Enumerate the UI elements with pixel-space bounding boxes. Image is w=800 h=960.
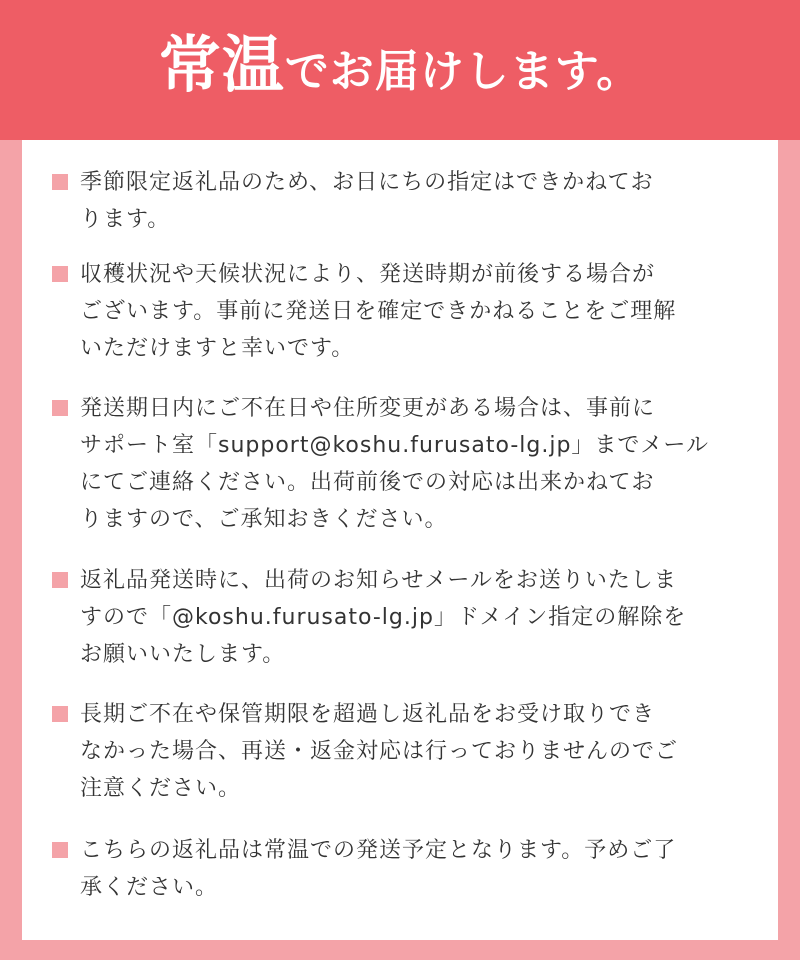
notice-line: 長期ご不在や保管期限を超過し返礼品をお受け取りでき [80, 702, 656, 727]
notice-item [52, 164, 752, 238]
notice-line: すので「@koshu.furusato-lg.jp」ドメイン指定の解除を [80, 605, 687, 630]
page-title [0, 28, 800, 101]
notice-line: 返礼品発送時に、出荷のお知らせメールをお送りいたしま [80, 568, 677, 593]
title-banner [0, 0, 800, 140]
square-bullet-icon [52, 842, 68, 858]
page-title-emphasis: 常温 [158, 28, 285, 101]
square-bullet-icon [52, 266, 68, 282]
notice-item [52, 696, 752, 807]
notice-line: ございます。事前に発送日を確定できかねることをご理解 [80, 299, 677, 324]
notice-line: 収穫状況や天候状況により、発送時期が前後する場合が [80, 262, 656, 287]
square-bullet-icon [52, 572, 68, 588]
notice-line: 注意ください。 [80, 776, 242, 801]
notice-item [52, 256, 752, 367]
notice-line: 季節限定返礼品のため、お日にちの指定はできかねてお [80, 170, 654, 195]
square-bullet-icon [52, 174, 68, 190]
square-bullet-icon [52, 400, 68, 416]
notice-item [52, 832, 752, 906]
notice-line: サポート室「support@koshu.furusato-lg.jp」までメール [80, 433, 709, 458]
notice-line: 発送期日内にご不在日や住所変更がある場合は、事前に [80, 396, 656, 421]
square-bullet-icon [52, 706, 68, 722]
notice-line: いただけますと幸いです。 [80, 336, 355, 361]
notice-item [52, 390, 752, 538]
notice-line: お願いいたします。 [80, 642, 286, 667]
notice-line: りますので、ご承知おきください。 [80, 507, 448, 532]
notice-item [52, 562, 752, 673]
page-title-rest: でお届けします。 [284, 46, 642, 97]
notice-line: こちらの返礼品は常温での発送予定となります。予めご了 [80, 838, 677, 863]
notice-panel [22, 140, 778, 940]
notice-line: にてご連絡ください。出荷前後での対応は出来かねてお [80, 470, 655, 495]
notice-line: ります。 [80, 207, 171, 232]
notice-line: なかった場合、再送・返金対応は行っておりませんのでご [80, 739, 679, 764]
notice-line: 承ください。 [80, 875, 219, 900]
